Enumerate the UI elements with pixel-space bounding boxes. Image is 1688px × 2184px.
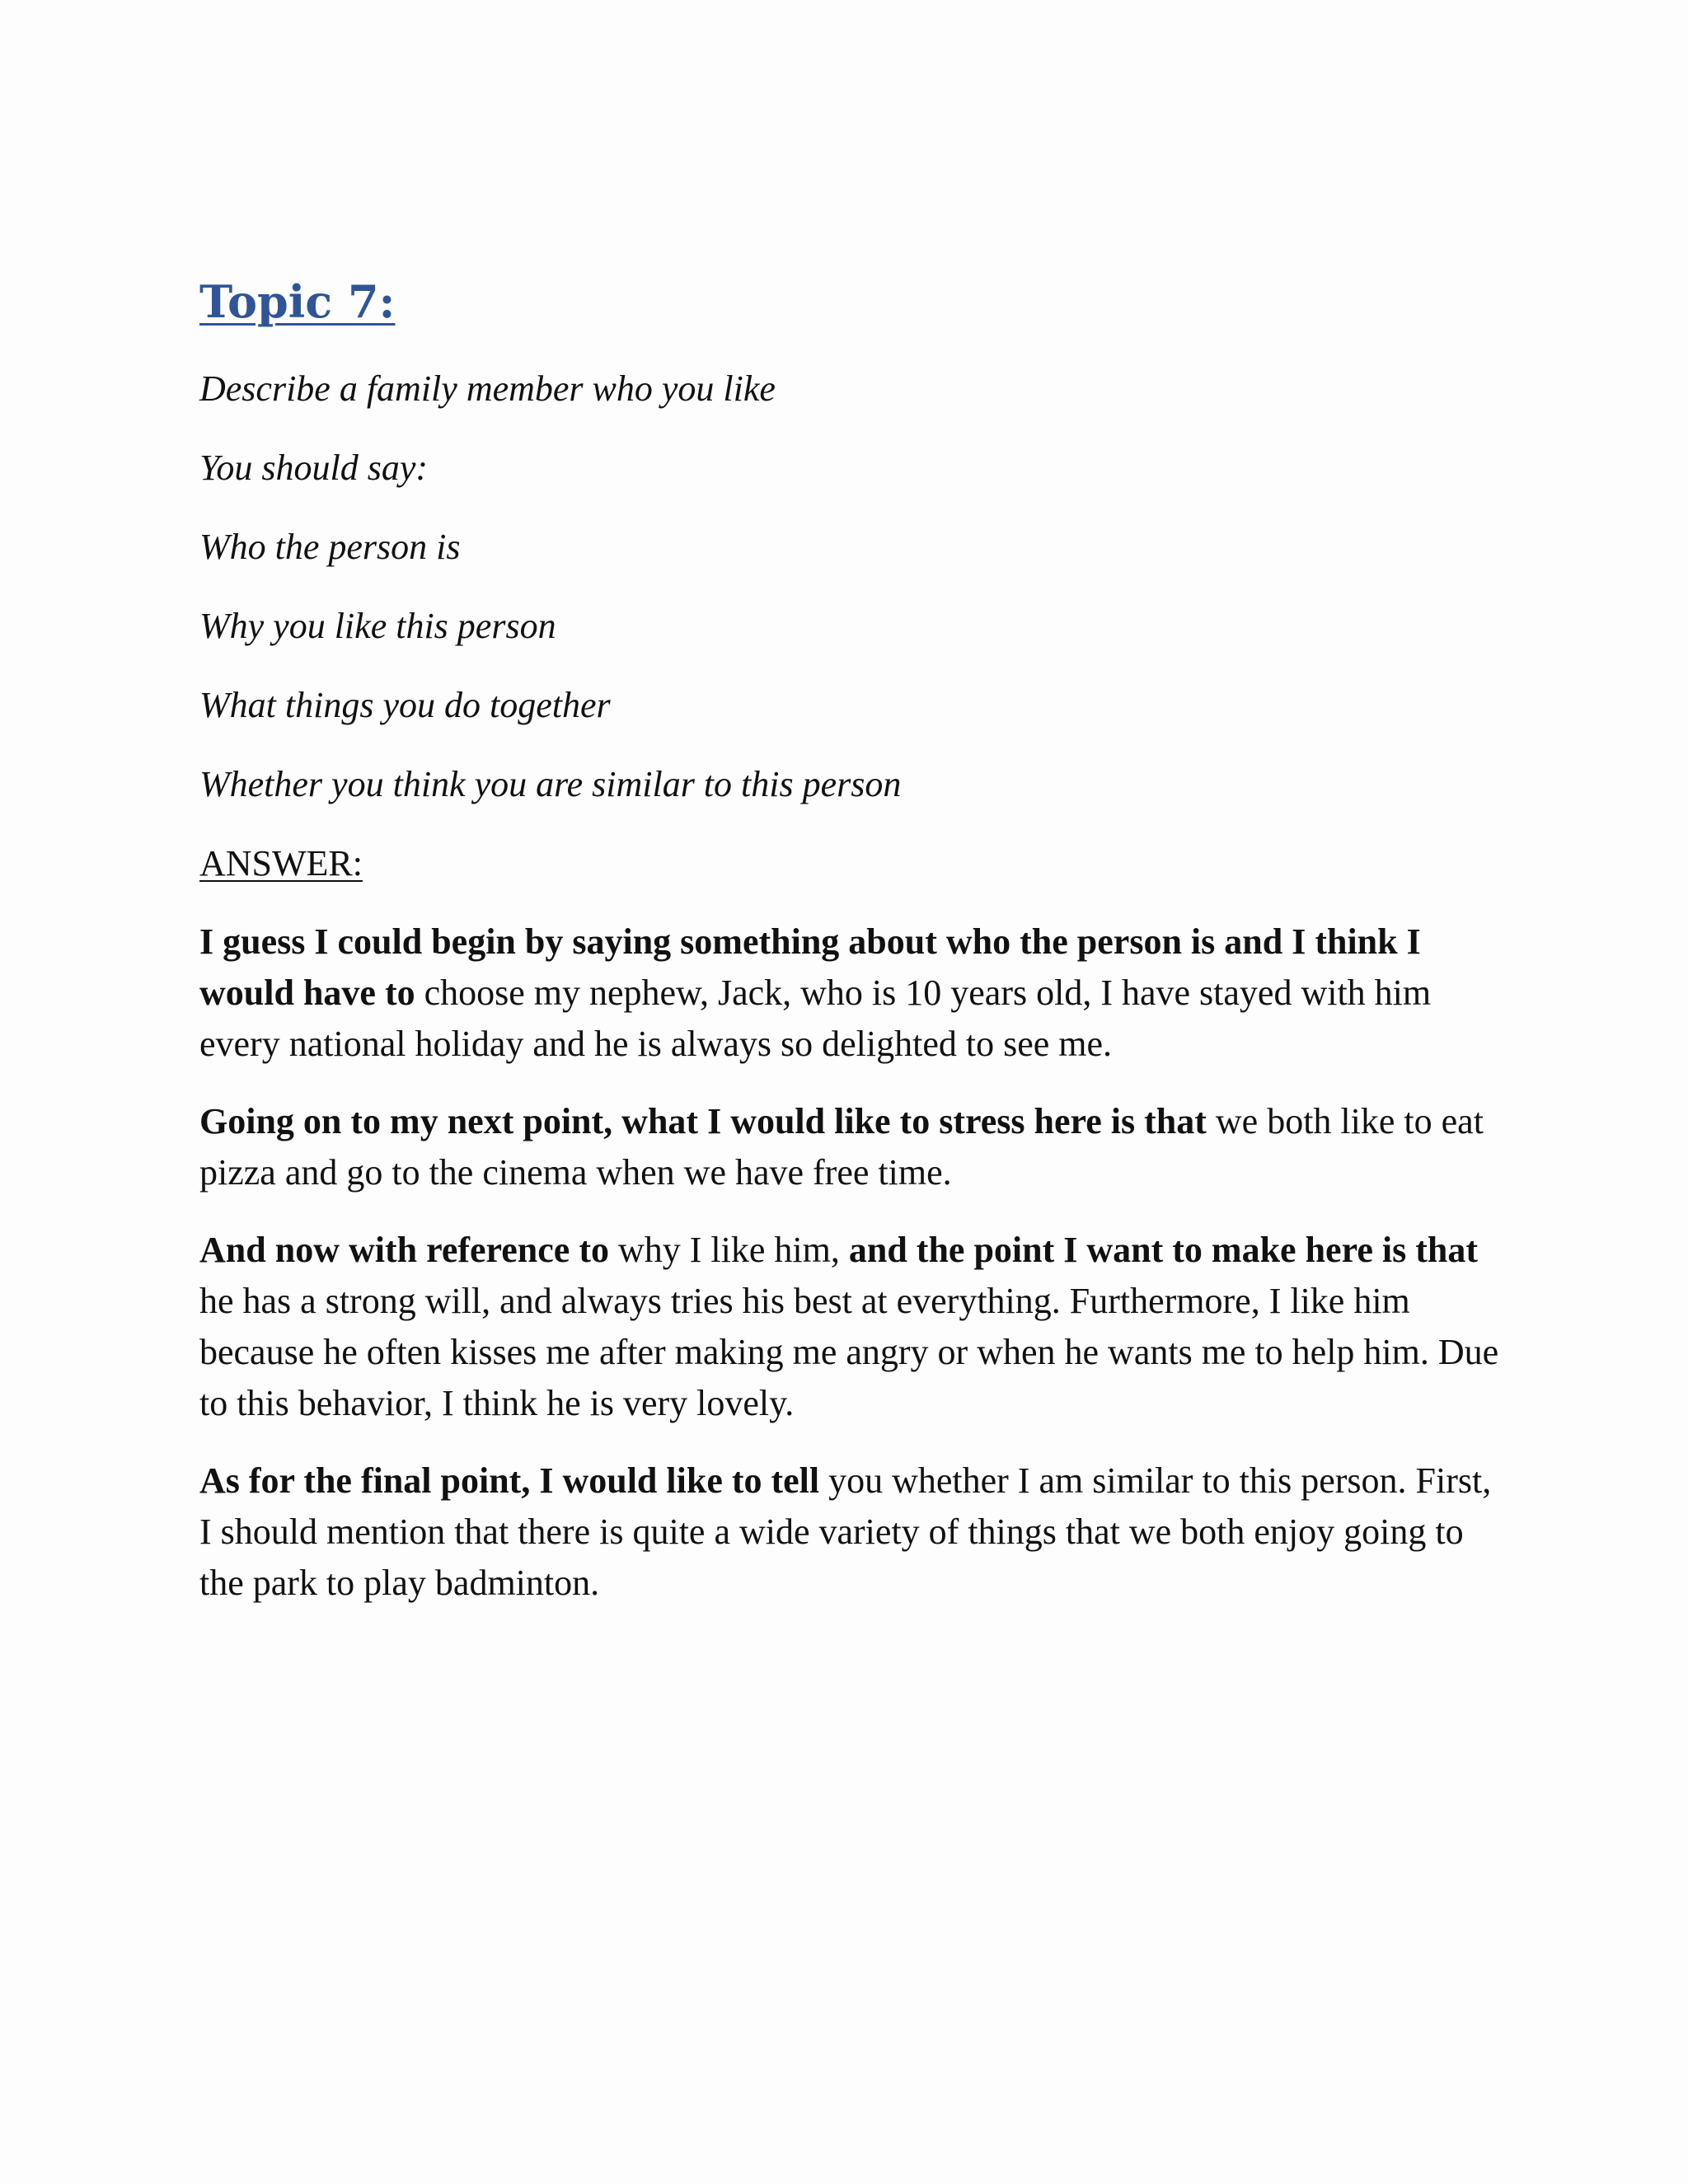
bold-phrase: As for the final point, I would like to tell	[199, 1460, 820, 1501]
bold-phrase: Going on to my next point, what I would like to stress here is that	[199, 1101, 1207, 1141]
answer-label: ANSWER:	[199, 843, 363, 883]
answer-paragraph-1	[199, 916, 1502, 1070]
document-page	[199, 272, 1502, 1635]
topic-title: Topic 7:	[199, 275, 396, 328]
prompt-line-describe: Describe a family member who you like	[199, 368, 776, 409]
answer-paragraph-2	[199, 1096, 1502, 1198]
body-text: we both like to eat pizza and go to the cinema when we have free time.	[199, 1101, 1484, 1193]
body-text: choose my nephew, Jack, who is 10 years old, I have stayed with him every national holiday and he is always so delighted to see me.	[199, 972, 1432, 1064]
prompt-line-whether: Whether you think you are similar to this person	[199, 764, 902, 804]
body-text: he has a strong will, and always tries his best at everything. Furthermore, I like him because he often kisses me after making me angry or when he wants me to help him. Due to this behavior, I think he is very lovely.	[199, 1281, 1499, 1423]
bold-phrase: I guess I could begin by saying something about who the person is and I think I would have to	[199, 921, 1421, 1013]
prompt-line-you-should-say: You should say:	[199, 448, 429, 488]
answer-paragraph-4	[199, 1455, 1502, 1609]
body-text: you whether I am similar to this person. First, I should mention that there is quite a wide variety of things that we both enjoy going to the park to play badminton.	[199, 1460, 1492, 1603]
prompt-line-what: What things you do together	[199, 685, 611, 725]
body-text: why I like him,	[608, 1230, 849, 1270]
answer-paragraph-3	[199, 1225, 1502, 1429]
prompt-line-why: Why you like this person	[199, 606, 556, 646]
bold-phrase: And now with reference to	[199, 1230, 609, 1270]
prompt-line-who: Who the person is	[199, 527, 461, 567]
bold-phrase: and the point I want to make here is that	[848, 1230, 1478, 1270]
